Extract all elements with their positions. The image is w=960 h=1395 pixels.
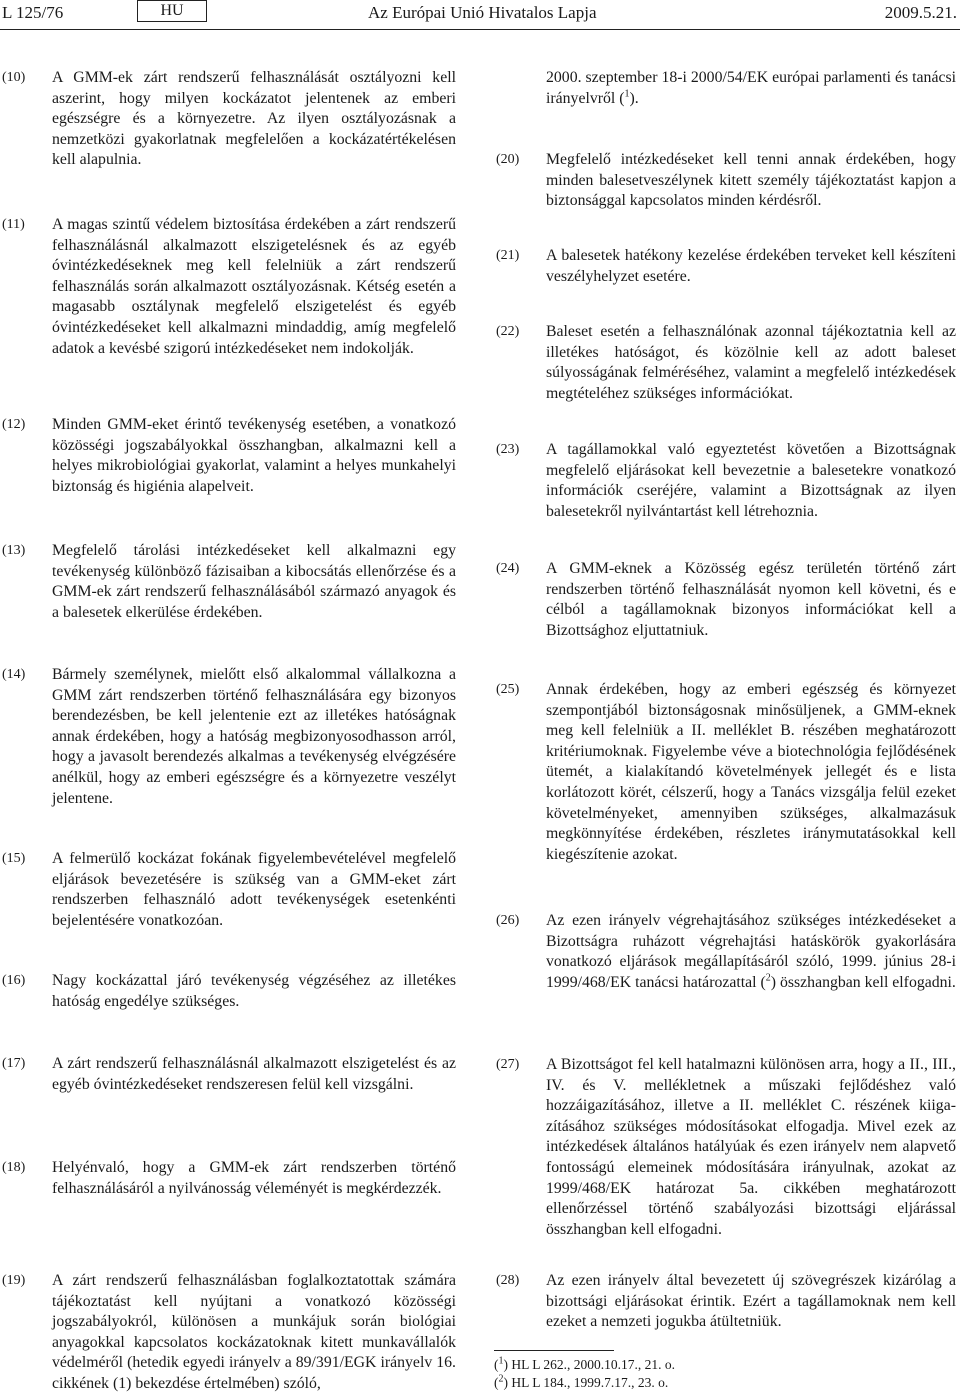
- recital-text: Minden GMM-eket érintő tevékenység esetében, a vonatkozó közösségi jogszabályokkal összhangban, alkalmazni kell a helyes mikrobiológiai gyakorlat, valamint a helyes munkahelyi biztonság és higiénia alapelveit.: [52, 416, 456, 495]
- recital-24: [494, 559, 956, 641]
- recital-19-continuation: 2000. szeptember 18-i 2000/54/EK európai parlamenti és tanácsi irányelvről ($^1$).: [546, 69, 956, 107]
- recital-15: [0, 849, 456, 931]
- recital-number: (24): [496, 561, 520, 576]
- recital-text: Baleset esetén a felhasználónak azonnal tájékoztatnia kell az illetékes hatóságot, és közölnie kell az adott baleset súlyosságának felméréséhez, valamint a megfelelő intézkedések megtételéhez szükséges információkat.: [546, 323, 956, 402]
- footnote-2: ($^2$) HL L 184., 1999.7.17., 23. o.: [494, 1373, 669, 1390]
- recital-11: [0, 215, 456, 359]
- recital-27: [494, 1055, 956, 1240]
- recital-20: [494, 150, 956, 212]
- recital-text: A GMM-eknek a Közösség egész területén történő zárt rendszerben történő felhasználását nyomon kell követni, és e célból a tagállamoknak bizonyos információkat kell a Bizottsághoz eljuttatniuk.: [546, 560, 956, 639]
- recital-text: Az ezen irányelv végrehajtásához szükséges intézkedéseket a Bizottságra ruházott végrehajtási hatáskörök gyakorlására vonatkozó eljárások megállapításáról szóló, 1999. június 28-i 1999/468/EK tanácsi határozattal ($^2$) összhangban kell elfogadni.: [546, 912, 956, 991]
- recital-25: [494, 680, 956, 865]
- recital-text: Nagy kockázattal járó tevékenység végzéséhez az illetékes hatóság engedélye szükséges.: [52, 972, 456, 1010]
- recital-number: (11): [2, 217, 25, 232]
- recital-26: [494, 911, 956, 993]
- recital-number: (14): [2, 667, 26, 682]
- footnote-ref-2: 2: [765, 972, 771, 984]
- recital-16: [0, 971, 456, 1012]
- recital-19: [0, 1271, 456, 1395]
- recital-number: (15): [2, 851, 26, 866]
- recital-14: [0, 665, 456, 809]
- journal-title: Az Európai Unió Hivatalos Lapja: [368, 3, 597, 22]
- recital-text: A Bizottságot fel kell hatalmazni különösen arra, hogy a II., III., IV. és V. mellékletnek a műszaki fejlődéshez való hozzáigazításához, illetve a II. melléklet C. részének kiigazításához szükséges módosításokat elfogadja. Mivel ezek az intézkedések általános hatályúak és ezen irányelv nem alapvető fontosságú elemeinek módosítására irányulnak, azokat az 1999/468/EK határozat 5a. cikkében meghatározott ellenőrzéssel történő szabályozási bizottsági eljárással összhangban kell elfogadni.: [546, 1056, 956, 1238]
- footnote-divider: [494, 1350, 614, 1351]
- recital-text: A magas szintű védelem biztosítása érdekében a zárt rendszerű felhasználásnál alkalmazott elszigetelésnek és az egyéb óvintézkedéseknek meg kell felelniük a zárt rendszerű felhasználás során alkalmazott osztályozásnak. Kétség esetén a magasabb osztálynak megfelelő elszigetelést és egyéb óvintézkedéseket kell alkalmazni mindaddig, amíg megfelelő adatok a kevésbé szigorú intézkedéseket nem indokolják.: [52, 216, 456, 357]
- recital-text: A GMM-ek zárt rendszerű felhasználását osztályozni kell aszerint, hogy milyen kockázatot jelentenek az emberi egészségre és a környezetre. Az ilyen osztályozásnak a nemzetközi gyakorlatnak megfelelően a kockázatértékelésen kell alapulnia.: [52, 69, 456, 169]
- page-reference: L 125/76: [2, 3, 64, 22]
- recital-text: Megfelelő tárolási intézkedéseket kell alkalmazni egy tevékenység különböző fázisaiban a kibocsátás ellenőrzése és a GMM-ek zárt rendszerű felhasználásából származó anyagok és a balesetek elkerülése érdekében.: [52, 542, 456, 621]
- recital-number: (12): [2, 417, 26, 432]
- recital-number: (10): [2, 70, 26, 85]
- recital-text: Helyénvaló, hogy a GMM-ek zárt rendszerben történő felhasználásáról a nyilvánosság véleményét is megkérdezzék.: [52, 1159, 456, 1197]
- recital-number: (18): [2, 1160, 26, 1175]
- recital-21: [494, 246, 956, 287]
- recital-number: (28): [496, 1273, 520, 1288]
- recital-number: (21): [496, 248, 520, 263]
- recital-number: (17): [2, 1056, 26, 1071]
- recital-text: A zárt rendszerű felhasználásban foglalkoztatottak számára tájékoztatást kell nyújtani a vonatkozó közösségi jogszabályokról, különösen a munkájuk során biológiai anyagokkal kapcsolatos kockázatoknak kitett munkavállalók védelméről (hetedik egyedi irányelv a 89/391/EGK irányelv 16. cikkének (1) bekezdése értelmében) szóló,: [52, 1272, 456, 1392]
- recital-text: Bármely személynek, mielőtt első alkalommal vállalkozna a GMM zárt rendszerben történő felhasználására egy bizonyos berendezésben, be kell jelentenie ezt az illetékes hatóságnak annak érdekében, hogy a hatóság megbizonyosodhasson arról, hogy a javasolt berendezés alkalmas a tevékenység elvégzésére anélkül, hogy az emberi egészségre és a környezetre veszélyt jelentene.: [52, 666, 456, 807]
- recital-23: [494, 440, 956, 522]
- recital-22: [494, 322, 956, 404]
- recital-text: A felmerülő kockázat fokának figyelembevételével megfelelő eljárások bevezetésére is szükség van a GMM-eket zárt rendszerben felhasználó adott tevékenységek esetenkénti bejelentésére vonatkozóan.: [52, 850, 456, 929]
- recital-text: A tagállamokkal való egyeztetést követően a Bizottságnak megfelelő eljárásokat kell bevezetnie a balesetekre vonatkozó információk cseréjére, valamint a Bizottságnak az ilyen balesetekről nyilvántartást kell létrehoznia.: [546, 441, 956, 520]
- recital-18: [0, 1158, 456, 1199]
- recital-number: (16): [2, 973, 26, 988]
- recital-number: (19): [2, 1273, 26, 1288]
- recital-text: Az ezen irányelv által bevezetett új szövegrészek kizárólag a bizottsági eljárásokat érintik. Ezért a tagállamoknak nem kell ezeket a nemzeti jogukba átültetniük.: [546, 1272, 956, 1331]
- recital-12: [0, 415, 456, 497]
- recital-number: (22): [496, 324, 520, 339]
- recital-number: (25): [496, 682, 520, 697]
- recital-13: [0, 541, 456, 623]
- header-divider: [0, 29, 960, 30]
- recital-text: Megfelelő intézkedéseket kell tenni annak érdekében, hogy minden balesetveszélynek kitett személy tájékoztatást kapjon a biztonsággal kapcsolatos minden kérdésről.: [546, 151, 956, 210]
- footnote-1: ($^1$) HL L 262., 2000.10.17., 21. o.: [494, 1355, 675, 1372]
- recital-text: A zárt rendszerű felhasználásnál alkalmazott elszigetelést és az egyéb óvintézkedéseket rendszeresen felül kell vizsgálni.: [52, 1055, 456, 1093]
- recital-number: (26): [496, 913, 520, 928]
- publication-date: 2009.5.21.: [884, 3, 957, 22]
- language-code-box: HU: [137, 0, 207, 22]
- recital-number: (20): [496, 152, 520, 167]
- footnote-ref-1: 1: [624, 88, 630, 100]
- recital-28: [494, 1271, 956, 1333]
- recital-text: A balesetek hatékony kezelése érdekében terveket kell készíteni veszélyhelyzet esetére.: [546, 247, 956, 285]
- recital-text: Annak érdekében, hogy az emberi egészség és környezet szempontjából biztonságosnak minősüljenek, a GMM-eknek meg kell felelniük a II. melléklet B. részében meghatározott kritériumoknak. Figyelembe véve a biotechnológia fejlődésének ütemét, a kialakítandó követelmények jellegét és e lista korlátozott körét, célszerű, hogy a Tanács vizsgálja felül ezeket követelményeket, amennyiben szükséges, alkalmazásuk megkönnyítése érdekében, részletes iránymutatásokkal kell kiegészítenie azokat.: [546, 681, 956, 863]
- recital-number: (23): [496, 442, 520, 457]
- recital-10: [0, 68, 456, 171]
- page-header: [0, 0, 960, 30]
- recital-17: [0, 1054, 456, 1095]
- recital-number: (13): [2, 543, 26, 558]
- recital-number: (27): [496, 1057, 520, 1072]
